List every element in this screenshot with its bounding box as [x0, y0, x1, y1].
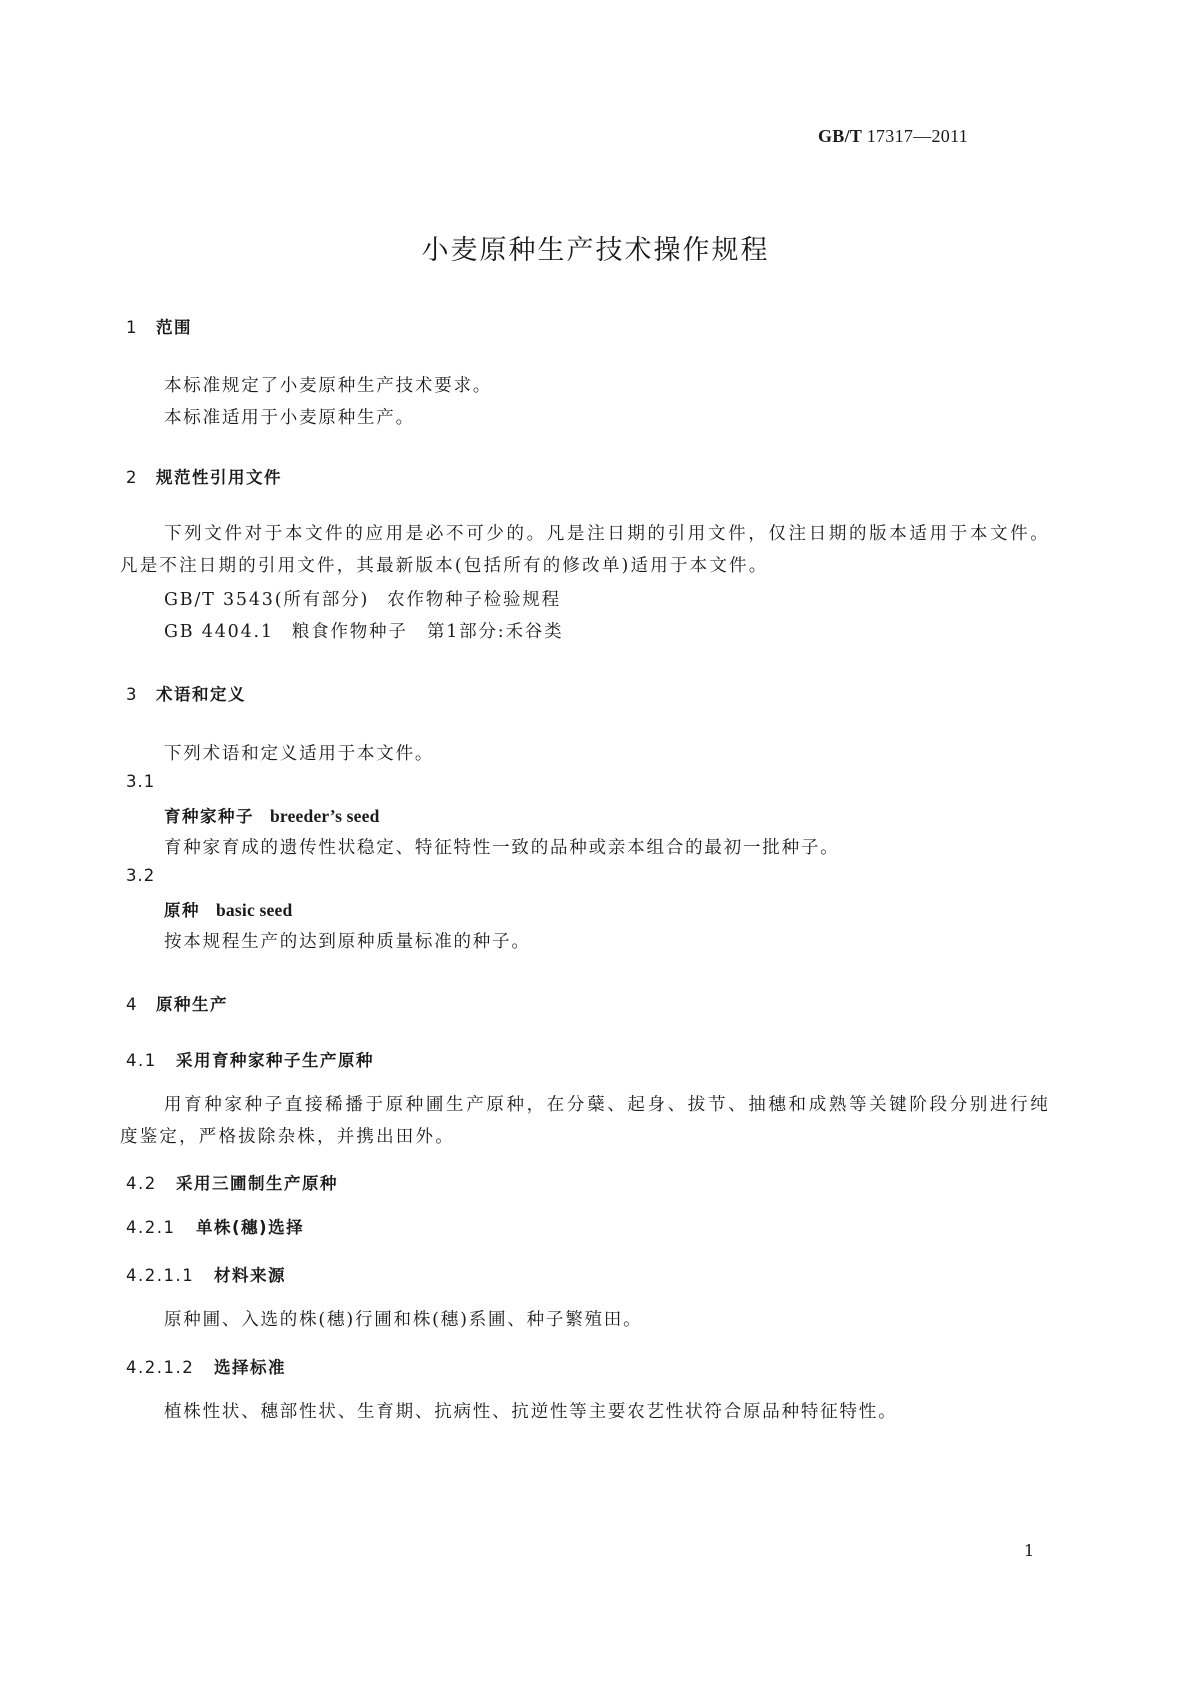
section-4-1-text: 用育种家种子直接稀播于原种圃生产原种，在分蘖、起身、拔节、抽穗和成熟等关键阶段分别进行纯度鉴定，严格拔除杂株，并携出田外。 — [120, 1095, 1050, 1147]
reference-item — [164, 586, 561, 611]
reference-code: GB/T 3543(所有部分) — [164, 590, 370, 610]
section-number: 4.2 — [126, 1174, 157, 1193]
standard-prefix: GB/T — [818, 126, 862, 146]
term-3-2 — [164, 897, 292, 921]
section-2-intro: 下列文件对于本文件的应用是必不可少的。凡是注日期的引用文件，仅注日期的版本适用于本文件。凡是不注日期的引用文件，其最新版本(包括所有的修改单)适用于本文件。 — [120, 524, 1050, 576]
document-title: 小麦原种生产技术操作规程 — [421, 235, 770, 266]
reference-title: 粮食作物种子 第1部分:禾谷类 — [291, 622, 564, 642]
section-1-paragraph-2: 本标准适用于小麦原种生产。 — [164, 408, 415, 428]
section-4-2-1-2-text: 植株性状、穗部性状、生育期、抗病性、抗逆性等主要农艺性状符合原品种特征特性。 — [164, 1402, 898, 1422]
section-title: 采用育种家种子生产原种 — [176, 1051, 374, 1070]
section-number: 1 — [126, 318, 138, 337]
section-4-2-1-1-text: 原种圃、入选的株(穗)行圃和株(穗)系圃、种子繁殖田。 — [164, 1310, 643, 1330]
section-3-intro: 下列术语和定义适用于本文件。 — [164, 744, 435, 764]
term-3-2-definition: 按本规程生产的达到原种质量标准的种子。 — [164, 932, 531, 952]
section-4-1-heading — [126, 1047, 374, 1071]
section-2-heading — [126, 464, 282, 488]
term-cn: 原种 — [164, 901, 200, 920]
section-3-heading — [126, 681, 246, 705]
section-1-heading — [126, 314, 192, 338]
section-number: 4.2.1.1 — [126, 1266, 195, 1285]
section-title: 单株(穗)选择 — [196, 1218, 305, 1237]
section-number: 4.2.1 — [126, 1218, 176, 1237]
page-number: 1 — [1024, 1541, 1035, 1560]
standard-number — [818, 126, 968, 147]
standard-code: 17317—2011 — [866, 126, 969, 146]
term-3-1 — [164, 803, 380, 827]
reference-title: 农作物种子检验规程 — [387, 590, 561, 610]
term-cn: 育种家种子 — [164, 807, 254, 826]
term-en: breeder’s seed — [270, 806, 380, 826]
section-title: 原种生产 — [156, 995, 228, 1014]
section-1-paragraph-1: 本标准规定了小麦原种生产技术要求。 — [164, 376, 493, 396]
term-3-1-definition: 育种家育成的遗传性状稳定、特征特性一致的品种或亲本组合的最初一批种子。 — [164, 838, 840, 858]
term-en: basic seed — [216, 900, 293, 920]
section-title: 采用三圃制生产原种 — [176, 1174, 338, 1193]
section-title: 术语和定义 — [156, 685, 246, 704]
section-4-2-1-2-heading — [126, 1354, 286, 1378]
section-title: 选择标准 — [214, 1358, 286, 1377]
term-3-1-number: 3.1 — [126, 772, 156, 791]
section-number: 3 — [126, 685, 138, 704]
section-4-2-heading — [126, 1170, 338, 1194]
section-title: 范围 — [156, 318, 192, 337]
section-4-2-1-heading — [126, 1214, 304, 1238]
section-title: 材料来源 — [214, 1266, 286, 1285]
reference-code: GB 4404.1 — [164, 622, 274, 642]
term-3-2-number: 3.2 — [126, 866, 156, 885]
section-number: 4.1 — [126, 1051, 157, 1070]
reference-item — [164, 618, 563, 643]
section-title: 规范性引用文件 — [156, 468, 282, 487]
section-number: 2 — [126, 468, 138, 487]
section-4-heading — [126, 991, 228, 1015]
section-4-2-1-1-heading — [126, 1262, 286, 1286]
section-number: 4.2.1.2 — [126, 1358, 195, 1377]
section-number: 4 — [126, 995, 138, 1014]
